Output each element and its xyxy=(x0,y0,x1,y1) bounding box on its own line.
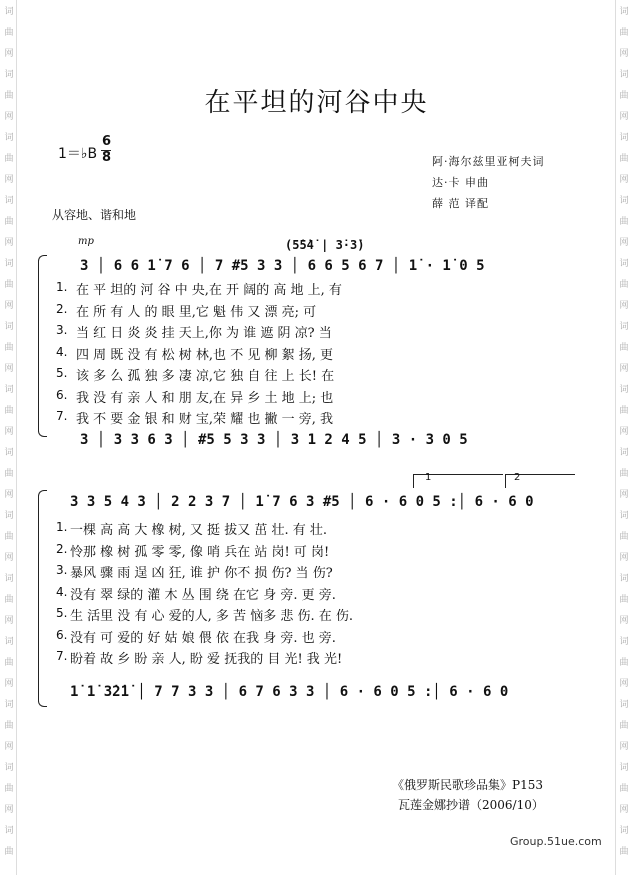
lyric-line: 在 平 坦的 河 谷 中 央,在 开 阔的 高 地 上, 有 xyxy=(76,283,342,298)
margin-watermark-char: 曲 xyxy=(4,532,14,542)
key-signature: 1＝♭B xyxy=(58,146,98,162)
left-margin-watermark xyxy=(2,0,16,875)
margin-watermark-char: 词 xyxy=(619,637,629,647)
verse-number: 7. xyxy=(56,649,68,663)
lyric-line: 四 周 既 没 有 松 树 林,也 不 见 柳 絮 扬, 更 xyxy=(76,347,333,363)
margin-watermark-char: 词 xyxy=(4,259,14,269)
margin-watermark-char: 词 xyxy=(4,700,14,710)
margin-watermark-char: 曲 xyxy=(4,406,14,416)
margin-watermark-char: 词 xyxy=(619,574,629,584)
right-margin-rule xyxy=(615,0,616,875)
margin-watermark-char: 网 xyxy=(619,301,629,311)
volta2-bracket-side xyxy=(505,474,506,488)
site-watermark: Group.51ue.com xyxy=(510,835,602,848)
dynamic-marking: mp xyxy=(78,236,94,247)
margin-watermark-char: 网 xyxy=(4,301,14,311)
margin-watermark-char: 词 xyxy=(619,700,629,710)
lyric-line: 一棵 高 高 大 橡 树, 又 挺 拔又 茁 壮. 有 壮. xyxy=(70,523,327,538)
margin-watermark-char: 曲 xyxy=(619,154,629,164)
system1-brace xyxy=(38,255,47,437)
verse-number: 3. xyxy=(56,323,68,337)
margin-watermark-char: 曲 xyxy=(619,721,629,731)
margin-watermark-char: 词 xyxy=(4,826,14,836)
margin-watermark-char: 曲 xyxy=(4,343,14,353)
time-signature-top: 6 xyxy=(102,134,112,149)
verse-number: 3. xyxy=(56,563,68,577)
margin-watermark-char: 曲 xyxy=(4,784,14,794)
right-margin-watermark xyxy=(617,0,631,875)
margin-watermark-char: 曲 xyxy=(619,658,629,668)
margin-watermark-char: 曲 xyxy=(4,847,14,857)
margin-watermark-char: 词 xyxy=(619,322,629,332)
margin-watermark-char: 网 xyxy=(4,175,14,185)
margin-watermark-char: 词 xyxy=(619,448,629,458)
system1-ornament: (5̇5̇4̇ | 3̇·3̇) xyxy=(285,238,365,252)
transcriber-credit: 瓦莲金娜抄谱（2006/10） xyxy=(398,798,544,812)
margin-watermark-char: 网 xyxy=(619,175,629,185)
lyric-line: 我 没 有 亲 人 和 朋 友,在 异 乡 土 地 上; 也 xyxy=(76,390,334,406)
margin-watermark-char: 曲 xyxy=(619,406,629,416)
volta2-label: 2 xyxy=(514,472,521,483)
margin-watermark-char: 词 xyxy=(619,385,629,395)
verse-number: 5. xyxy=(56,366,68,380)
margin-watermark-char: 曲 xyxy=(4,91,14,101)
system2-melody: 3 3 5 4 3 │ 2 2 3 7 │ 1̇ 7 6 3 #5 │ 6 · 6 0 5 :│ 6 · 6 0 xyxy=(70,494,534,510)
tempo-marking: 从容地、谐和地 xyxy=(52,208,137,222)
lyric-line: 生 活里 没 有 心 爱的人, 多 苦 恼多 悲 伤. 在 伤. xyxy=(70,609,353,624)
margin-watermark-char: 词 xyxy=(4,70,14,80)
source-reference: 《俄罗斯民歌珍品集》P153 xyxy=(392,778,543,792)
margin-watermark-char: 网 xyxy=(619,238,629,248)
margin-watermark-char: 词 xyxy=(4,133,14,143)
margin-watermark-char: 曲 xyxy=(4,595,14,605)
margin-watermark-char: 网 xyxy=(4,679,14,689)
verse-number: 4. xyxy=(56,584,68,599)
lyric-line: 暴风 骤 雨 逞 凶 狂, 谁 护 你不 损 伤? 当 伤? xyxy=(70,566,333,581)
margin-watermark-char: 曲 xyxy=(619,280,629,290)
margin-watermark-char: 曲 xyxy=(619,784,629,794)
margin-watermark-char: 网 xyxy=(619,364,629,374)
margin-watermark-char: 曲 xyxy=(619,217,629,227)
lyric-line: 没有 可 爱的 好 姑 娘 偎 依 在我 身 旁. 也 旁. xyxy=(70,630,336,646)
verse-number: 1. xyxy=(56,280,68,294)
lyric-line: 没有 翠 绿的 灌 木 丛 围 绕 在它 身 旁. 更 旁. xyxy=(70,587,336,603)
lyric-line: 怜那 橡 树 孤 零 零, 像 哨 兵在 站 岗! 可 岗! xyxy=(70,544,330,560)
lyric-line: 盼着 故 乡 盼 亲 人, 盼 爱 抚我的 目 光! 我 光! xyxy=(70,652,343,667)
margin-watermark-char: 词 xyxy=(619,133,629,143)
margin-watermark-char: 词 xyxy=(619,7,629,17)
margin-watermark-char: 网 xyxy=(619,490,629,500)
system2-brace xyxy=(38,490,47,707)
margin-watermark-char: 曲 xyxy=(619,469,629,479)
margin-watermark-char: 曲 xyxy=(4,217,14,227)
verse-number: 6. xyxy=(56,387,68,402)
margin-watermark-char: 曲 xyxy=(4,658,14,668)
margin-watermark-char: 网 xyxy=(4,49,14,59)
margin-watermark-char: 网 xyxy=(4,616,14,626)
margin-watermark-char: 词 xyxy=(4,637,14,647)
margin-watermark-char: 曲 xyxy=(4,721,14,731)
margin-watermark-char: 曲 xyxy=(4,154,14,164)
margin-watermark-char: 词 xyxy=(619,259,629,269)
margin-watermark-char: 词 xyxy=(619,196,629,206)
time-signature-bottom: 8 xyxy=(102,150,112,165)
margin-watermark-char: 曲 xyxy=(619,595,629,605)
margin-watermark-char: 词 xyxy=(4,763,14,773)
volta1-label: 1 xyxy=(425,472,432,483)
margin-watermark-char: 词 xyxy=(619,511,629,521)
margin-watermark-char: 网 xyxy=(4,490,14,500)
margin-watermark-char: 曲 xyxy=(4,28,14,38)
margin-watermark-char: 网 xyxy=(4,112,14,122)
margin-watermark-char: 词 xyxy=(619,70,629,80)
margin-watermark-char: 网 xyxy=(619,616,629,626)
translator-credit: 薛 范 译配 xyxy=(432,197,489,210)
margin-watermark-char: 词 xyxy=(4,385,14,395)
margin-watermark-char: 曲 xyxy=(619,91,629,101)
margin-watermark-char: 网 xyxy=(4,238,14,248)
margin-watermark-char: 词 xyxy=(619,826,629,836)
margin-watermark-char: 网 xyxy=(619,742,629,752)
verse-number: 7. xyxy=(56,409,68,423)
margin-watermark-char: 网 xyxy=(619,553,629,563)
margin-watermark-char: 词 xyxy=(4,511,14,521)
verse-number: 5. xyxy=(56,606,68,620)
margin-watermark-char: 曲 xyxy=(619,847,629,857)
system1-bass: 3 │ 3 3 6 3 │ #5 5 3 3 │ 3 1 2 4 5 │ 3 · 3 0 5 xyxy=(80,432,468,448)
lyricist-credit: 阿·海尔兹里亚柯夫词 xyxy=(432,155,545,168)
margin-watermark-char: 网 xyxy=(4,364,14,374)
lyric-line: 我 不 要 金 银 和 财 宝,荣 耀 也 撇 一 旁, 我 xyxy=(76,412,333,427)
margin-watermark-char: 网 xyxy=(4,553,14,563)
verse-number: 6. xyxy=(56,627,68,642)
margin-watermark-char: 词 xyxy=(4,196,14,206)
margin-watermark-char: 词 xyxy=(4,322,14,332)
system1-melody: 3 │ 6 6 1̇ 7 6 │ 7 #5 3 3 │ 6 6 5 6 7 │ 1̇ · 1̇ 0 5 xyxy=(80,258,485,274)
margin-watermark-char: 网 xyxy=(619,427,629,437)
margin-watermark-char: 曲 xyxy=(619,28,629,38)
song-title: 在平坦的河谷中央 xyxy=(204,88,429,118)
lyric-line: 在 所 有 人 的 眼 里,它 魁 伟 又 漂 亮; 可 xyxy=(76,304,317,320)
margin-watermark-char: 网 xyxy=(619,679,629,689)
margin-watermark-char: 词 xyxy=(619,763,629,773)
verse-number: 2. xyxy=(56,541,68,556)
composer-credit: 达·卡 申曲 xyxy=(432,176,489,189)
margin-watermark-char: 曲 xyxy=(619,532,629,542)
lyric-line: 当 红 日 炎 炎 挂 天上,你 为 谁 遮 阴 凉? 当 xyxy=(76,326,332,341)
margin-watermark-char: 网 xyxy=(619,805,629,815)
left-margin-rule xyxy=(16,0,17,875)
verse-number: 4. xyxy=(56,344,68,359)
margin-watermark-char: 网 xyxy=(4,427,14,437)
margin-watermark-char: 词 xyxy=(4,574,14,584)
margin-watermark-char: 网 xyxy=(619,112,629,122)
margin-watermark-char: 曲 xyxy=(619,343,629,353)
margin-watermark-char: 曲 xyxy=(4,469,14,479)
margin-watermark-char: 词 xyxy=(4,7,14,17)
lyric-line: 该 多 么 孤 独 多 凄 凉,它 独 自 往 上 长! 在 xyxy=(76,369,335,384)
verse-number: 2. xyxy=(56,301,68,316)
system2-bass: 1̇ 1̇ 3̇2̇1̇ │ 7 7 3 3 │ 6 7 6 3 3 │ 6 · 6 0 5 :│ 6 · 6 0 xyxy=(70,684,509,700)
margin-watermark-char: 网 xyxy=(619,49,629,59)
margin-watermark-char: 网 xyxy=(4,805,14,815)
margin-watermark-char: 词 xyxy=(4,448,14,458)
margin-watermark-char: 网 xyxy=(4,742,14,752)
volta1-bracket-side xyxy=(413,474,414,488)
margin-watermark-char: 曲 xyxy=(4,280,14,290)
verse-number: 1. xyxy=(56,520,68,534)
